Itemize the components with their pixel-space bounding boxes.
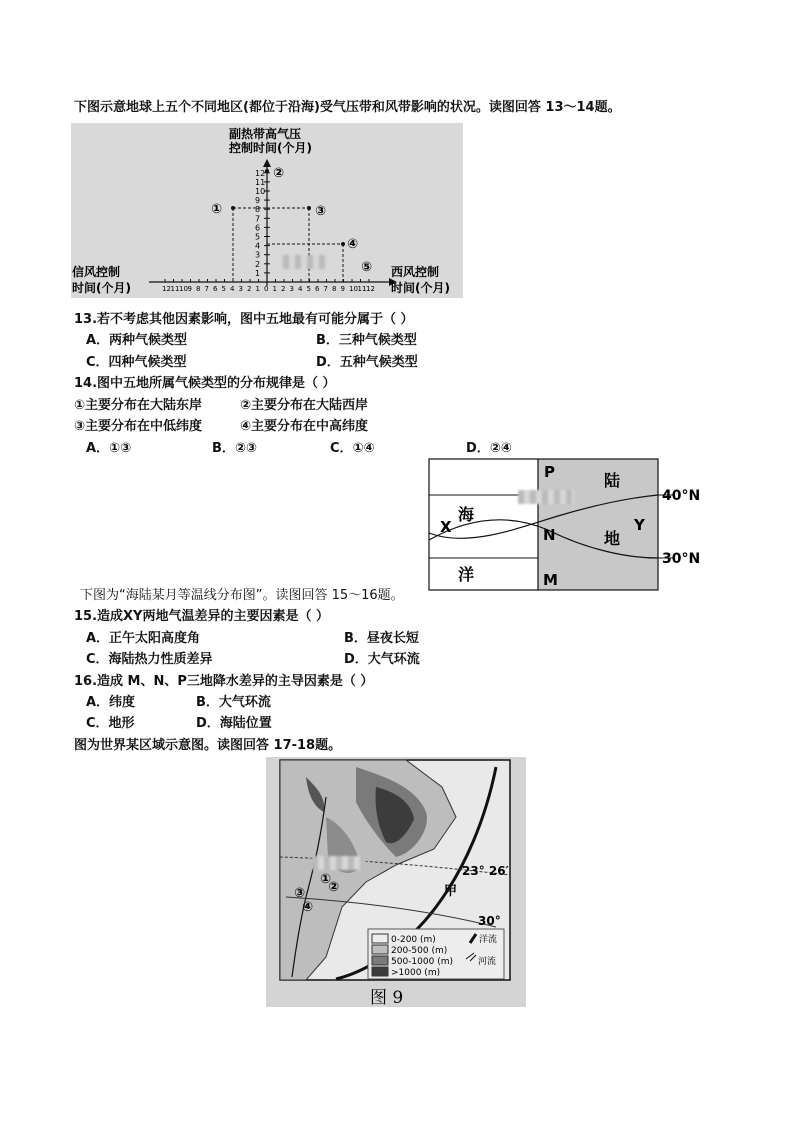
left-label-1: 信风控制 [72,265,121,279]
label-jia: 甲 [444,884,458,899]
label-lat30: 30°N [662,551,701,567]
q14-option-b[interactable]: B．②③ [212,441,257,456]
x-tick-left-label: 3 [238,285,243,293]
x-tick-left-label: 5 [221,285,226,293]
q13-option-b[interactable]: B．三种气候类型 [316,333,417,348]
y-tick-label: 8 [255,205,261,215]
q13-option-a[interactable]: A．两种气候类型 [86,333,188,348]
label-N: N [543,526,556,544]
y-tick-label: 3 [255,250,261,260]
marker-5: ⑤ [361,260,373,275]
q14-option-a[interactable]: A．①③ [86,441,132,456]
x-tick-left-label: 1 [255,285,260,293]
q14-stem: 14.图中五地所属气候类型的分布规律是（ ） [74,376,336,391]
x-tick-right-label: 2 [281,285,286,293]
x-tick-left-label: 8 [196,285,201,293]
y-title-1: 副热带高气压 [229,127,302,141]
map-marker-2: ② [328,880,340,895]
q14-statement-3: ③主要分布在中低纬度 [74,419,203,434]
figure-region-map [266,757,526,1007]
blurred-region [312,856,366,870]
q16-option-a[interactable]: A．纬度 [86,695,136,710]
marker-2: ② [273,166,285,181]
figure-caption: 图 9 [370,988,404,1007]
marker-1: ① [211,202,223,217]
y-tick-label: 9 [255,196,261,206]
q13-option-d[interactable]: D．五种气候类型 [316,355,418,370]
x-tick-left-label: 10 [179,285,188,293]
blurred-region [283,255,327,269]
q14-statement-4: ④主要分布在中高纬度 [240,419,369,434]
x-tick-left-label: 7 [204,285,209,293]
intro-17-18: 图为世界某区域示意图。读图回答 17-18题。 [74,738,342,753]
x-tick-left-label: 4 [230,285,235,293]
label-lat-30: 30° [478,914,501,928]
q14-statement-2: ②主要分布在大陆西岸 [240,398,369,413]
x-tick-left-label: 11 [170,285,180,293]
x-tick-right-label: 12 [366,285,375,293]
y-tick-label: 1 [255,268,261,278]
x-tick-left-label: 0 [264,285,269,293]
q14-option-c[interactable]: C．①④ [330,441,375,456]
x-tick-right-label: 10 [349,285,358,293]
y-tick-label: 10 [255,187,266,196]
legend-1000: >1000 (m) [391,968,441,978]
y-tick-label: 12 [255,168,266,178]
y-tick-label: 5 [255,232,261,242]
right-label-2: 时间(个月) [391,281,450,295]
y-tick-label: 11 [255,177,266,187]
label-lat40: 40°N [662,488,701,504]
x-tick-left-label: 12 [162,285,171,293]
intro-13-14: 下图示意地球上五个不同地区(都位于沿海)受气压带和风带影响的状况。读图回答 13～14题。 [74,100,621,115]
label-lat-23-26: 23° 26′ [462,864,509,878]
figure-isotherm [428,458,712,592]
label-ocean: 洋 [458,565,475,584]
x-tick-right-label: 8 [332,285,337,293]
x-tick-right-label: 11 [357,285,367,293]
q15-option-c[interactable]: C．海陆热力性质差异 [86,652,213,667]
x-tick-right-label: 4 [298,285,303,293]
q15-option-d[interactable]: D．大气环流 [344,652,420,667]
label-X: X [440,518,452,536]
x-tick-right-label: 7 [323,285,328,293]
legend-current: 洋流 [479,935,498,945]
y-tick-label: 2 [255,259,261,269]
x-tick-right-label: 5 [306,285,311,293]
q15-option-a[interactable]: A．正午太阳高度角 [86,631,201,646]
y-tick-label: 4 [255,241,261,251]
x-tick-left-label: 6 [213,285,218,293]
x-tick-right-label: 1 [272,285,277,293]
label-land: 陆 [604,471,621,490]
q15-option-b[interactable]: B．昼夜长短 [344,631,419,646]
label-M: M [543,571,558,589]
x-tick-right-label: 6 [315,285,320,293]
map-marker-1: ① [320,872,332,887]
map-marker-4: ④ [302,900,314,915]
label-ground: 地 [604,529,621,548]
q16-option-b[interactable]: B．大气环流 [196,695,271,710]
q14-statement-1: ①主要分布在大陆东岸 [74,398,203,413]
intro-15-16: 下图为“海陆某月等温线分布图”。读图回答 15～16题。 [80,588,404,603]
q15-stem: 15.造成XY两地气温差异的主要因素是（ ） [74,609,329,624]
label-sea: 海 [458,505,475,524]
q14-option-d[interactable]: D．②④ [466,441,512,456]
x-tick-left-label: 2 [247,285,252,293]
legend-0-200: 0-200 (m) [391,935,436,945]
legend-river: 河流 [478,957,497,967]
x-tick-right-label: 3 [289,285,294,293]
y-tick-label: 7 [255,214,261,224]
q16-stem: 16.造成 M、N、P三地降水差异的主导因素是（ ） [74,674,374,689]
y-tick-label: 6 [255,223,261,233]
figure-pressure-wind-belts [71,123,463,298]
legend-500-1000: 500-1000 (m) [391,957,453,967]
q16-option-d[interactable]: D．海陆位置 [196,716,272,731]
q13-stem: 13.若不考虑其他因素影响，图中五地最有可能分属于（ ） [74,312,414,327]
blurred-region [518,490,574,504]
marker-3: ③ [315,204,327,219]
x-tick-right-label: 9 [340,285,345,293]
marker-4: ④ [347,237,359,252]
label-Y: Y [634,516,645,534]
q16-option-c[interactable]: C．地形 [86,716,135,731]
label-P: P [544,463,555,481]
left-label-2: 时间(个月) [72,281,131,295]
map-marker-3: ③ [294,886,306,901]
q13-option-c[interactable]: C．四种气候类型 [86,355,187,370]
right-label-1: 西风控制 [391,265,440,279]
x-tick-left-label: 9 [187,285,192,293]
y-title-2: 控制时间(个月) [229,141,312,155]
legend-200-500: 200-500 (m) [391,946,448,956]
